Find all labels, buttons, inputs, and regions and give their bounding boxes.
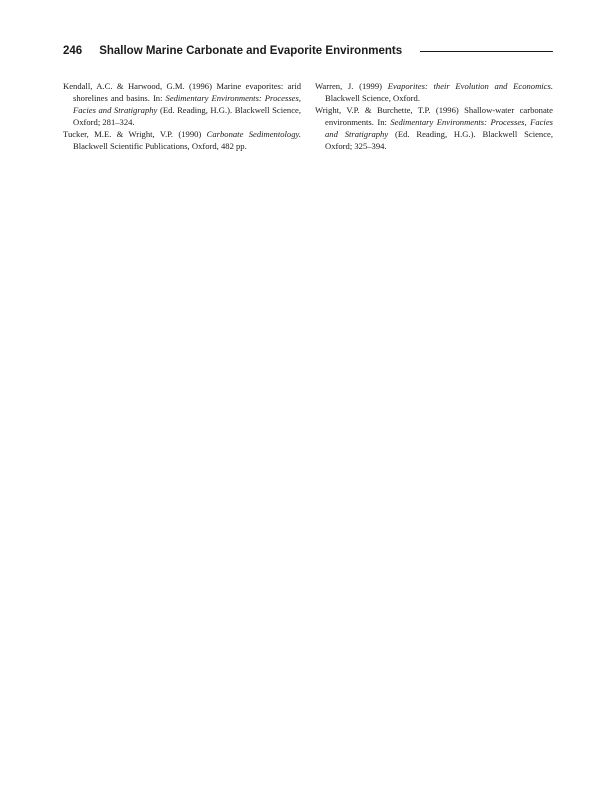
reference-text: Warren, J. (1999): [315, 81, 388, 91]
reference-text: Kendall, A.C. & Harwood, G.M. (1996) Marine evaporites: arid shorelines and basins. In:: [63, 81, 301, 103]
reference-text: Blackwell Scientific Publications, Oxford, 482 pp.: [73, 140, 247, 151]
running-title: Shallow Marine Carbonate and Evaporite Environments: [99, 45, 403, 57]
reference-list: [63, 81, 553, 152]
reference-text: Tucker, M.E. & Wright, V.P. (1990): [63, 128, 207, 139]
reference-entry: [63, 129, 301, 153]
reference-entry: [63, 81, 301, 129]
running-header: [63, 43, 553, 59]
header-rule: [420, 51, 553, 52]
reference-italic-title: Evaporites: their Evolution and Economics.: [387, 81, 553, 91]
reference-entry: [315, 81, 553, 105]
left-column: [63, 81, 301, 152]
page-number: 246: [63, 45, 83, 57]
reference-entry: [315, 105, 553, 153]
reference-text: Blackwell Science, Oxford.: [325, 92, 420, 103]
reference-italic-title: Sedimentary Environments: Processes, Facies and Stratigraphy: [73, 92, 301, 115]
reference-text: Wright, V.P. & Burchette, T.P. (1996) Shallow-water carbonate environments. In:: [315, 104, 553, 127]
right-column: [315, 81, 553, 152]
reference-italic-title: Carbonate Sedimentology.: [206, 128, 301, 139]
reference-text: (Ed. Reading, H.G.). Blackwell Science, Oxford; 325–394.: [325, 128, 553, 151]
reference-text: (Ed. Reading, H.G.). Blackwell Science, Oxford; 281–324.: [73, 104, 301, 127]
reference-italic-title: Sedimentary Environments: Processes, Facies and Stratigraphy: [325, 116, 553, 139]
